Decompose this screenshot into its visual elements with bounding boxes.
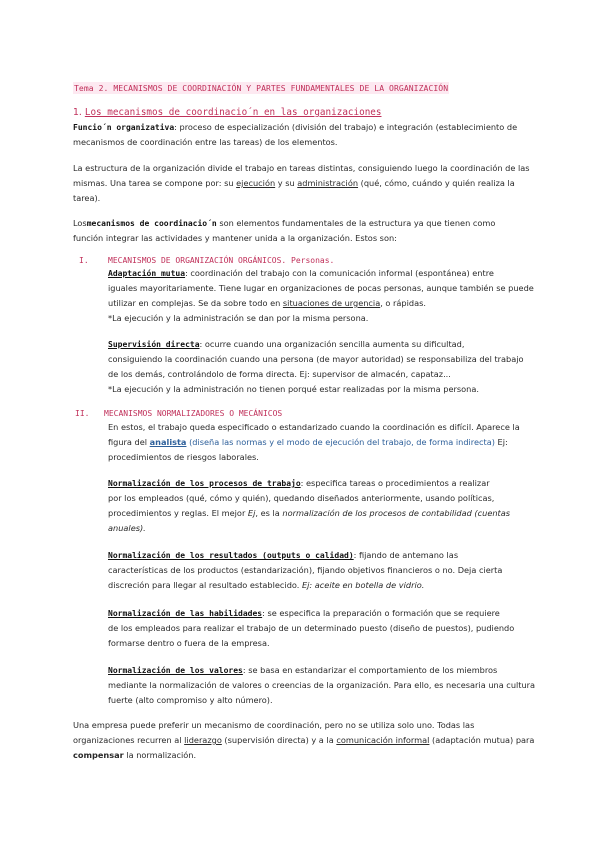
document-title: Tema 2. MECANISMOS DE COORDINACIÓN Y PARTES FUNDAMENTALES DE LA ORGANIZACIÓN — [74, 83, 449, 93]
habilidades-block: Normalización de las habilidades: se especifica la preparación o formación que se requiere de los empleados para realizar el trabajo de un determinado puesto (diseño de puestos), pudiendo formarse dentro o fuera de la empresa. — [108, 608, 515, 648]
closing-paragraph: Una empresa puede preferir un mecanismo de coordinación, pero no se utiliza solo uno. Todas las organizaciones recurren al liderazgo (supervisión directa) y a la comunicación informal (adaptación mutua) para compensar la normalización. — [73, 720, 535, 760]
comunicacion-informal-term: comunicación informal — [336, 735, 430, 745]
section-ii-intro: En estos, el trabajo queda especificado o estandarizado cuando la coordinación es difícil. Aparece la figura del analista (diseña las normas y el modo de ejecución del trabajo, de forma indirecta) Ej: procedimientos de riesgos laborales. — [108, 422, 520, 462]
term-mecanismos: mecanismos de coordinacio´n — [86, 219, 217, 228]
heading-text: Los mecanismos de coordinacio´n en las organizaciones — [84, 107, 382, 118]
term-valores: Normalización de los valores — [108, 666, 243, 675]
term-supervision-directa: Supervisión directa — [108, 340, 200, 349]
intro-paragraph: Funcio´n organizativa: proceso de especialización (división del trabajo) e integración (establecimiento de mecanismos de coordinación entre las tareas) de los elementos. — [73, 122, 518, 147]
structure-paragraph: La estructura de la organización divide el trabajo en tareas distintas, consiguiendo luego la coordinación de las mismas. Una tarea se compone por: su ejecución y su administración (qué, cómo, cuándo y quién realiza la tarea). — [73, 163, 530, 203]
mechanisms-paragraph: Losmecanismos de coordinacio´n son elementos fundamentales de la estructura ya que tienen como función integrar las actividades y mantener unida a la organización. Estos son: — [73, 218, 496, 243]
procesos-block: Normalización de los procesos de trabajo: especifica tareas o procedimientos a realizar por los empleados (qué, cómo y quién), quedando diseñados anteriormente, usando políticas, procedimientos y reglas. El mejor Ej, es la normalización de los procesos de contabilidad (cuentas anuales). — [108, 478, 511, 533]
term-adaptacion-mutua: Adaptación mutua — [108, 269, 186, 278]
term-habilidades: Normalización de las habilidades — [108, 609, 263, 618]
section-i-heading: I. MECANISMOS DE ORGANIZACIÓN ORGÁNICOS. Personas. — [79, 256, 335, 265]
heading-number: 1. — [73, 107, 82, 118]
section-heading-1 — [73, 107, 382, 118]
resultados-block: Normalización de los resultados (outputs o calidad): fijando de antemano las características de los productos (estandarización), fijando objetivos financieros o no. Deja cierta discreción para llegar al resultado establecido. Ej: aceite en botella de vidrio. — [108, 550, 503, 590]
term-procesos: Normalización de los procesos de trabajo — [108, 479, 301, 488]
situaciones-urgencia: situaciones de urgencia — [282, 298, 381, 308]
term-resultados: Normalización de los resultados (outputs o calidad) — [108, 551, 354, 560]
term-funcion-organizativa: Funcio´n organizativa — [73, 123, 175, 132]
liderazgo-term: liderazgo — [184, 735, 222, 745]
supervision-directa-block: Supervisión directa: ocurre cuando una organización sencilla aumenta su dificultad, consiguiendo la coordinación cuando una persona (de mayor autoridad) se responsabiliza del trabajo de los demás, controlándolo de forma directa. Ej: supervisor de almacén, capataz... *La ejecución y la administración no tienen porqué estar realizadas por la misma persona. — [108, 339, 524, 394]
adaptacion-mutua-block: Adaptación mutua: coordinación del trabajo con la comunicación informal (espontánea) entre iguales mayoritariamente. Tiene lugar en organizaciones de pocas personas, aunque también se puede utilizar en complejas. Se da sobre todo en situaciones de urgencia, o rápidas. *La ejecución y la administración se dan por la misma persona. — [108, 268, 534, 323]
analista-link: analista — [149, 437, 187, 447]
valores-block: Normalización de los valores: se basa en estandarizar el comportamiento de los miembros mediante la normalización de valores o creencias de la organización. Para ello, es necesaria una cultura fuerte (alto compromiso y alto número). — [108, 665, 536, 705]
link-ejecucion: ejecución — [236, 178, 276, 188]
link-administracion: administración — [297, 178, 359, 188]
section-ii-heading: II. MECANISMOS NORMALIZADORES O MECÁNICOS — [75, 409, 283, 418]
